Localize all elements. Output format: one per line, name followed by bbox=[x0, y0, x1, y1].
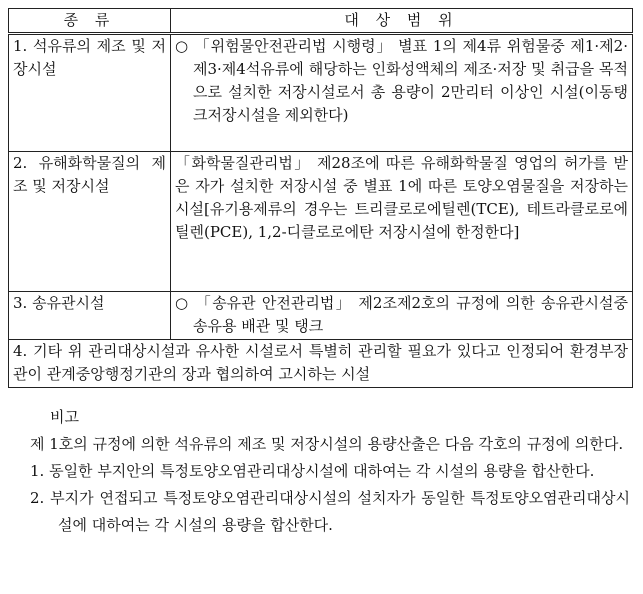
notes-title: 비고 bbox=[50, 408, 79, 426]
row-4-text: 4. 기타 위 관리대상시설과 유사한 시설로서 특별히 관리할 필요가 있다고 인정되어 환경부장관이 관계중앙행정기관의 장과 협의하여 고시하는 시설 bbox=[9, 340, 633, 388]
row-3-scope-text: ○ 「송유관 안전관리법」 제2조제2호의 규정에 의한 송유관시설중 송유용 배관 및 탱크 bbox=[175, 294, 628, 335]
table-footer-row bbox=[9, 340, 633, 388]
header-category: 종 류 bbox=[9, 9, 171, 34]
row-2-category: 2. 유해화학물질의 제조 및 저장시설 bbox=[9, 152, 171, 292]
notes-intro: 제 1호의 규정에 의한 석유류의 제조 및 저장시설의 용량산출은 다음 각호의 규정에 의한다. bbox=[30, 435, 624, 453]
table-header-row bbox=[9, 9, 633, 34]
table-row bbox=[9, 292, 633, 340]
header-scope: 대 상 범 위 bbox=[171, 9, 633, 34]
row-1-scope bbox=[171, 34, 633, 152]
row-3-category: 3. 송유관시설 bbox=[9, 292, 171, 340]
row-2-scope: 「화학물질관리법」 제28조에 따른 유해화학물질 영업의 허가를 받은 자가 설치한 저장시설 중 별표 1에 따른 토양오염물질을 저장하는 시설[유기용제류의 경우는 트리클로로에틸렌(TCE), 테트라클로로에틸렌(PCE), 1,2-디클로로에탄 저장시설에 한정한다] bbox=[171, 152, 633, 292]
notes-section bbox=[30, 404, 630, 539]
table-row bbox=[9, 152, 633, 292]
row-3-scope bbox=[171, 292, 633, 340]
notes-item-2: 2. 부지가 연접되고 특정토양오염관리대상시설의 설치자가 동일한 특정토양오염관리대상시설에 대하여는 각 시설의 용량을 합산한다. bbox=[30, 489, 630, 534]
regulation-table bbox=[8, 8, 633, 388]
row-1-scope-text: ○ 「위험물안전관리법 시행령」 별표 1의 제4류 위험물중 제1·제2·제3·제4석유류에 해당하는 인화성액체의 제조·저장 및 취급을 목적으로 설치한 저장시설로서 총 용량이 2만리터 이상인 시설(이동탱크저장시설을 제외한다) bbox=[175, 37, 628, 124]
table-row bbox=[9, 34, 633, 152]
row-1-category: 1. 석유류의 제조 및 저장시설 bbox=[9, 34, 171, 152]
notes-item-1: 1. 동일한 부지안의 특정토양오염관리대상시설에 대하여는 각 시설의 용량을 합산한다. bbox=[30, 462, 595, 480]
